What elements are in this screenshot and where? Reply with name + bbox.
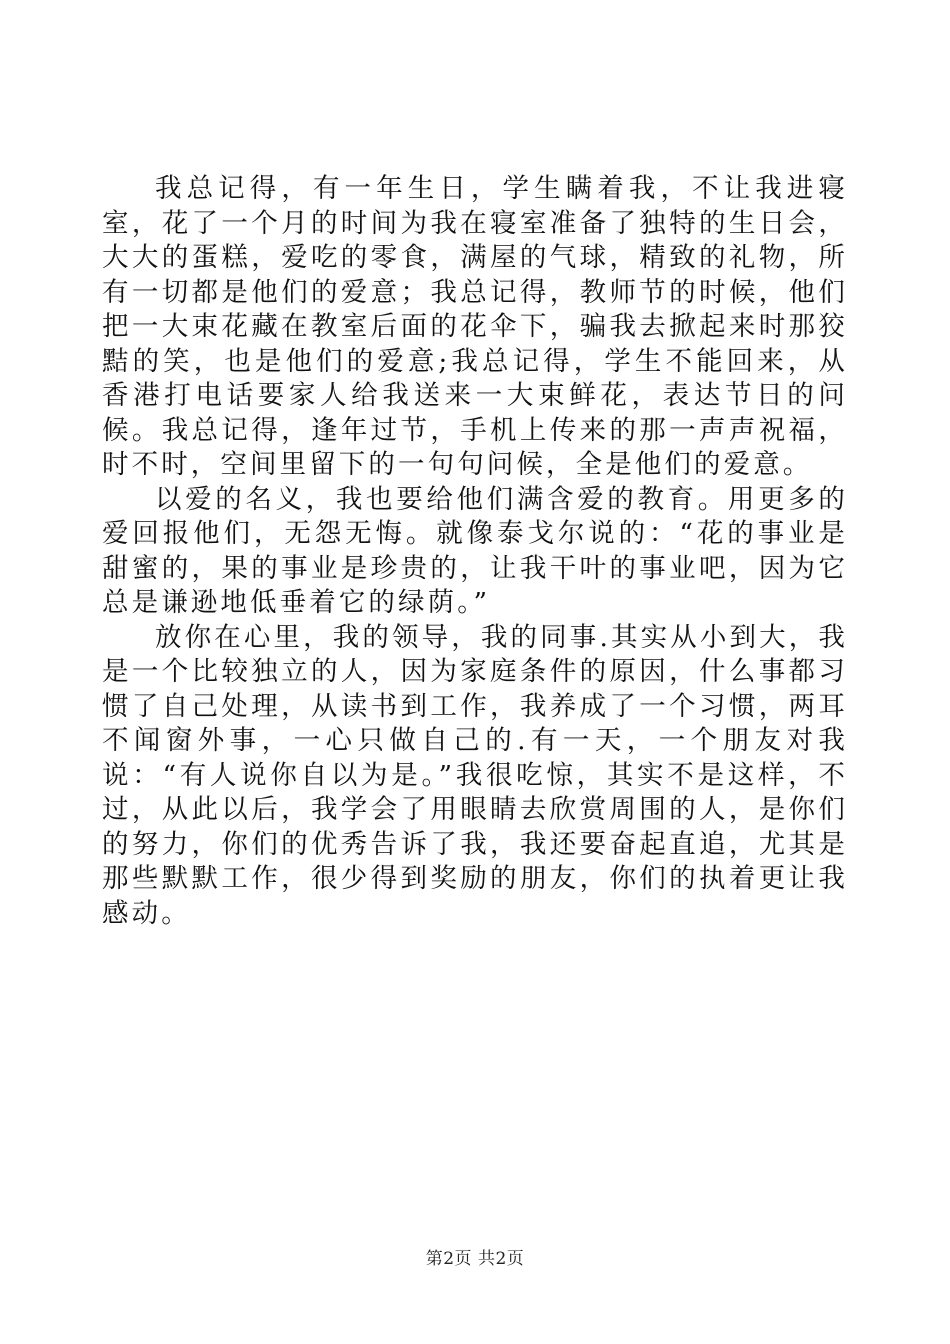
paragraph-leaders-and-colleagues: 放你在心里，我的领导，我的同事.其实从小到大，我是一个比较独立的人，因为家庭条件的原因，什么事都习惯了自己处理，从读书到工作，我养成了一个习惯，两耳不闻窗外事，一心只做自己的.有一天，一个朋友对我说：“有人说你自以为是。”我很吃惊，其实不是这样，不过，从此以后，我学会了用眼睛去欣赏周围的人，是你们的努力，你们的优秀告诉了我，我还要奋起直追，尤其是那些默默工作，很少得到奖励的朋友，你们的执着更让我感动。 <box>102 621 848 929</box>
document-body <box>102 172 848 931</box>
paragraph-education-with-love: 以爱的名义，我也要给他们满含爱的教育。用更多的爱回报他们，无怨无悔。就像泰戈尔说的：“花的事业是甜蜜的，果的事业是珍贵的，让我干叶的事业吧，因为它总是谦逊地低垂着它的绿荫。” <box>102 483 848 618</box>
paragraph-birthday-memories: 我总记得，有一年生日，学生瞒着我，不让我进寝室，花了一个月的时间为我在寝室准备了独特的生日会，大大的蛋糕，爱吃的零食，满屋的气球，精致的礼物，所有一切都是他们的爱意；我总记得，教师节的时候，他们把一大束花藏在教室后面的花伞下，骗我去掀起来时那狡黠的笑，也是他们的爱意;我总记得，学生不能回来，从香港打电话要家人给我送来一大束鲜花，表达节日的问候。我总记得，逢年过节，手机上传来的那一声声祝福，时不时，空间里留下的一句句问候，全是他们的爱意。 <box>102 173 848 480</box>
page-number-footer: 第2页 共2页 <box>425 1249 525 1269</box>
